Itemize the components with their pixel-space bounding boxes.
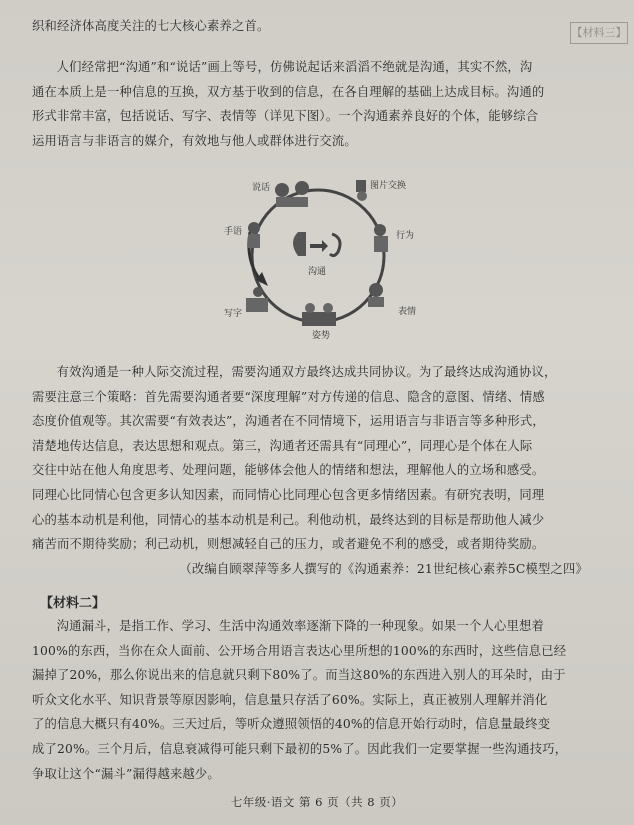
page-footer: 七年级·语文 第 6 页（共 8 页） (230, 795, 404, 809)
paragraph-1-line: 人们经常把“沟通”和“说话”画上等号，仿佛说起话来滔滔不绝就是沟通，其实不然，沟 (56, 60, 533, 74)
paragraph-3-line: 成了20%。三个月后，信息衰减得可能只剩下最初的5%了。因此我们一定要掌握一些沟通技巧， (32, 741, 568, 756)
picture-exchange-icon (356, 180, 367, 201)
source-note: （改编自顾翠萍等多人撰写的《沟通素养：21世纪核心素养5C模型之四》 (179, 561, 588, 576)
paragraph-3-line: 沟通漏斗，是指工作、学习、生活中沟通效率逐渐下降的一种现象。如果一个人心里想着 (56, 619, 544, 633)
paragraph-1-line: 形式非常丰富，包括说话、写字、表情等（详见下图）。一个沟通素养良好的个体，能够综合 (32, 109, 539, 124)
paragraph-2-line: 心的基本动机是利他，同情心的基本动机是利己。利他动机，最终达到的目标是帮助他人减少 (32, 512, 545, 527)
paragraph-2-line: 痛苦而不期待奖励；利己动机，则想减轻自己的压力，或者避免不利的感受，或者期待奖励。 (32, 537, 545, 552)
diagram-cycle (252, 190, 384, 322)
paragraph-3 (32, 614, 588, 786)
header-line: 织和经济体高度关注的七大核心素养之首。 (32, 19, 270, 33)
communication-diagram-svg (210, 172, 430, 340)
paragraph-2-line: 交往中站在他人角度思考、处理问题，能够体会他人的情绪和想法，理解他人的立场和感受。 (32, 463, 545, 478)
label-picture-exchange: 图片交换 (370, 181, 407, 191)
communication-diagram (210, 172, 430, 340)
label-center: 沟通 (308, 267, 327, 277)
label-gesture: 姿势 (312, 331, 331, 340)
sign-language-icon (248, 222, 260, 248)
paragraph-1-line: 通在本质上是一种信息的互换，双方基于收到的信息，在各自理解的基础上达成目标。沟通的 (32, 84, 545, 99)
paragraph-2-line: 同理心比同情心包含更多认知因素，而同情心比同理心包含更多情绪因素。有研究表明，同理 (32, 487, 545, 502)
paragraph-1-line: 运用语言与非语言的媒介，有效地与他人或群体进行交流。 (32, 133, 357, 148)
paragraph-2-line: 清楚地传达信息，表达思想和观点。第三，沟通者还需具有“同理心”，同理心是个体在人际 (32, 438, 533, 453)
paragraph-2-line: 需要注意三个策略：首先需要沟通者要“深度理解”对方传递的信息、隐含的意图、情绪、情感 (32, 389, 545, 404)
head-ear-icon (293, 232, 340, 256)
material-2-title: 【材料二】 (40, 596, 106, 611)
label-action: 行为 (396, 231, 415, 241)
header-line-block (32, 14, 588, 39)
paragraph-1 (32, 55, 588, 153)
paragraph-3-line: 争取让这个“漏斗”漏得越来越少。 (32, 766, 220, 781)
paragraph-2-line: 有效沟通是一种人际交流过程，需要沟通双方最终达成共同协议。为了最终达成沟通协议， (56, 365, 557, 379)
paragraph-3-line: 了的信息大概只有40%。三天过后，等听众遵照领悟的40%的信息开始行动时，信息量最终变 (32, 717, 551, 732)
label-write: 写字 (224, 309, 243, 319)
label-expression: 表情 (398, 307, 417, 317)
gesture-icon (302, 303, 336, 326)
paragraph-2-line: 态度价值观等。其次需要“有效表达”，沟通者在不同情境下，运用语言与非语言等多种形式， (32, 414, 545, 429)
writing-icon (246, 287, 268, 312)
paragraph-3-line: 漏掉了20%，那么你说出来的信息就只剩下80%了。而当这80%的东西进入别人的耳朵时，由于 (32, 668, 566, 683)
paragraph-2 (32, 360, 588, 581)
paragraph-3-line: 听众文化水平、知识背景等原因影响，信息量只存活了60%。实际上，真正被别人理解并消化 (32, 692, 548, 707)
corner-tab: 【材料三】 (570, 22, 628, 44)
label-talk: 说话 (252, 183, 271, 193)
label-sign-language: 手语 (224, 227, 243, 237)
paragraph-3-line: 100%的东西，当你在众人面前、公开场合用语言表达心里所想的100%的东西时，这些信息已经 (32, 643, 567, 658)
action-icon (374, 224, 388, 252)
